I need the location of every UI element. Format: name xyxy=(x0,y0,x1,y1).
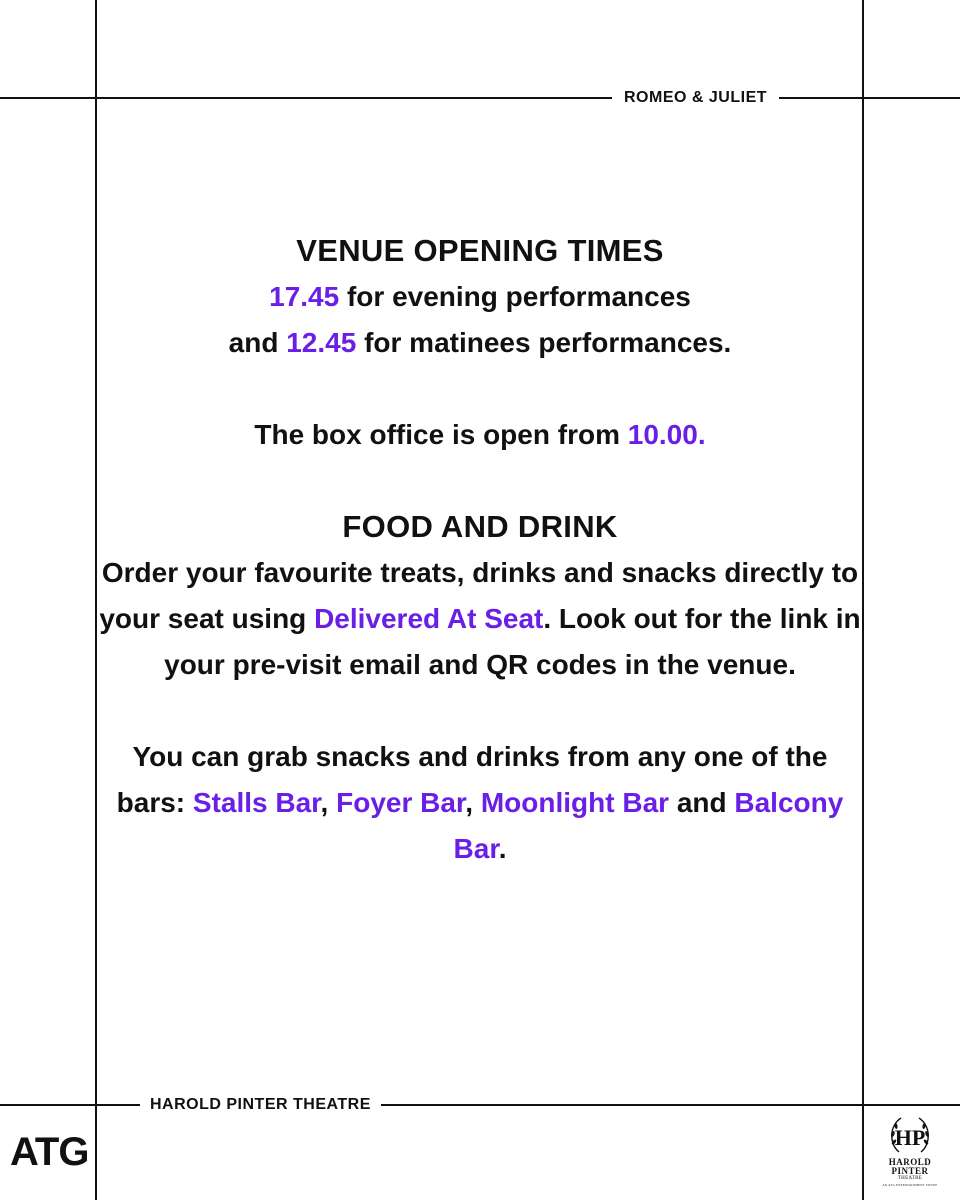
box-office-text: The box office is open from xyxy=(254,419,628,450)
evening-opening-line xyxy=(97,274,863,320)
top-frame-line xyxy=(0,97,960,99)
hp-logo-line2: PINTER xyxy=(891,1166,929,1176)
food-drink-heading: FOOD AND DRINK xyxy=(342,509,618,544)
show-title: ROMEO & JULIET xyxy=(612,88,779,108)
balcony-bar-link[interactable]: Balcony Bar xyxy=(453,787,844,864)
conjunction: and xyxy=(669,787,735,818)
bars-paragraph xyxy=(97,734,863,872)
moonlight-bar-link[interactable]: Moonlight Bar xyxy=(480,787,670,818)
evening-time: 17.45 xyxy=(269,281,340,312)
hp-logo-line3: THEATRE xyxy=(897,1176,923,1181)
paragraph-text: . Look out for the link in your pre-visit email and QR codes in the venue. xyxy=(164,603,861,680)
hp-logo-line1: HAROLD xyxy=(888,1157,932,1167)
matinee-text: for matinees performances. xyxy=(356,327,732,358)
harold-pinter-logo xyxy=(870,1112,950,1196)
period: . xyxy=(498,833,507,864)
separator: , xyxy=(320,787,337,818)
paragraph-text: Order your favourite treats, drinks and snacks directly to your seat using xyxy=(99,557,859,634)
stalls-bar-link[interactable]: Stalls Bar xyxy=(192,787,321,818)
foyer-bar-link[interactable]: Foyer Bar xyxy=(336,787,466,818)
delivered-at-seat-link[interactable]: Delivered At Seat xyxy=(314,603,544,634)
svg-text:HP: HP xyxy=(894,1125,926,1150)
matinee-opening-line xyxy=(97,320,863,366)
delivered-at-seat-paragraph xyxy=(97,550,863,688)
matinee-time: 12.45 xyxy=(286,327,357,358)
info-content xyxy=(97,228,863,872)
box-office-line xyxy=(97,412,863,458)
venue-name: HAROLD PINTER THEATRE xyxy=(140,1095,381,1115)
paragraph-text: You can grab snacks and drinks from any one of the bars: xyxy=(116,741,828,818)
box-office-time: 10.00. xyxy=(627,419,706,450)
evening-text: for evening performances xyxy=(339,281,691,312)
opening-times-heading: VENUE OPENING TIMES xyxy=(296,233,664,268)
hp-logo-tagline: AN ATG ENTERTAINMENT VENUE xyxy=(882,1183,938,1187)
separator: , xyxy=(465,787,481,818)
atg-logo: ATG xyxy=(10,1130,89,1174)
matinee-prefix: and xyxy=(228,327,287,358)
laurel-monogram-icon xyxy=(885,1112,935,1158)
